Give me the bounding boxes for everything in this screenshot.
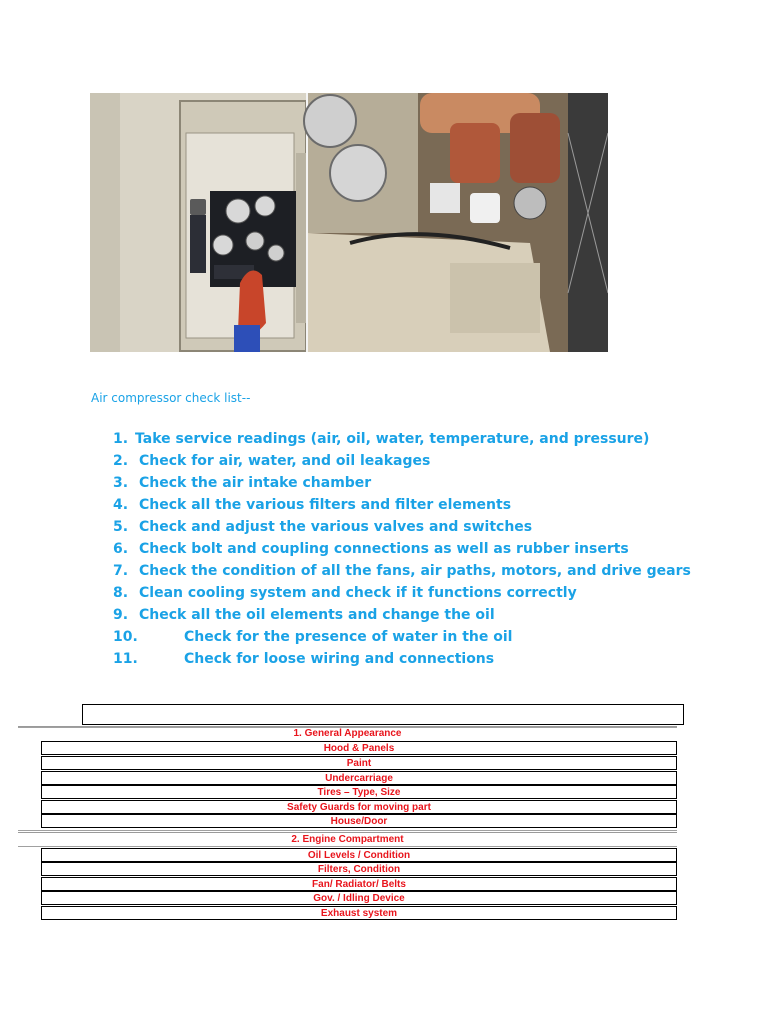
table-rule [18, 830, 677, 831]
step-text: Clean cooling system and check if it functions correctly [139, 585, 577, 601]
checklist-step [113, 626, 691, 648]
table-row: Oil Levels / Condition [41, 848, 677, 862]
step-number: 5. [113, 519, 129, 535]
step-number: 9. [113, 607, 129, 623]
checklist-step [113, 450, 691, 472]
step-number: 2. [113, 453, 129, 469]
checklist-step [113, 472, 691, 494]
step-text: Check bolt and coupling connections as well as rubber inserts [139, 541, 629, 557]
table-row: Gov. / Idling Device [41, 891, 677, 905]
step-number: 10. [113, 629, 138, 645]
step-text: Check the condition of all the fans, air paths, motors, and drive gears [139, 563, 691, 579]
checklist-title: Air compressor check list-- [91, 391, 251, 405]
checklist-step [113, 516, 691, 538]
table-row: Undercarriage [41, 771, 677, 785]
checklist-step [113, 582, 691, 604]
step-number: 7. [113, 563, 129, 579]
checklist-steps [113, 428, 691, 670]
step-text: Check and adjust the various valves and switches [139, 519, 533, 535]
checklist-step [113, 538, 691, 560]
step-text: Take service readings (air, oil, water, temperature, and pressure) [135, 431, 650, 447]
section-heading-general-appearance: 1. General Appearance [18, 726, 677, 740]
step-text: Check for the presence of water in the oil [184, 629, 513, 645]
oil-filter [470, 193, 500, 223]
table-header-box [82, 704, 684, 725]
step-number: 6. [113, 541, 129, 557]
checklist-step [113, 560, 691, 582]
checklist-step [113, 428, 691, 450]
table-row: Hood & Panels [41, 741, 677, 755]
table-rule [18, 846, 677, 847]
table-row: Paint [41, 756, 677, 770]
table-row: Tires – Type, Size [41, 785, 677, 799]
table-row: Fan/ Radiator/ Belts [41, 877, 677, 891]
radiator-fan-guard [568, 93, 608, 352]
step-text: Check the air intake chamber [139, 475, 372, 491]
table-row: Filters, Condition [41, 862, 677, 876]
step-text: Check for loose wiring and connections [184, 651, 495, 667]
step-number: 3. [113, 475, 129, 491]
step-text: Check for air, water, and oil leakages [139, 453, 431, 469]
step-text: Check all the various filters and filter elements [139, 497, 512, 513]
table-row: House/Door [41, 814, 677, 828]
step-text: Check all the oil elements and change the oil [139, 607, 495, 623]
air-filter-right [330, 145, 386, 201]
air-filter-left [304, 95, 356, 147]
compressor-photo-svg [90, 93, 608, 352]
checklist-step [113, 648, 691, 670]
step-number: 11. [113, 651, 138, 667]
table-row: Exhaust system [41, 906, 677, 920]
step-number: 4. [113, 497, 129, 513]
step-number: 8. [113, 585, 129, 601]
checklist-step [113, 604, 691, 626]
step-number: 1. [113, 431, 129, 447]
table-row: Safety Guards for moving part [41, 800, 677, 814]
checklist-step [113, 494, 691, 516]
section-heading-engine-compartment: 2. Engine Compartment [18, 832, 677, 846]
compressor-photo [90, 93, 608, 352]
